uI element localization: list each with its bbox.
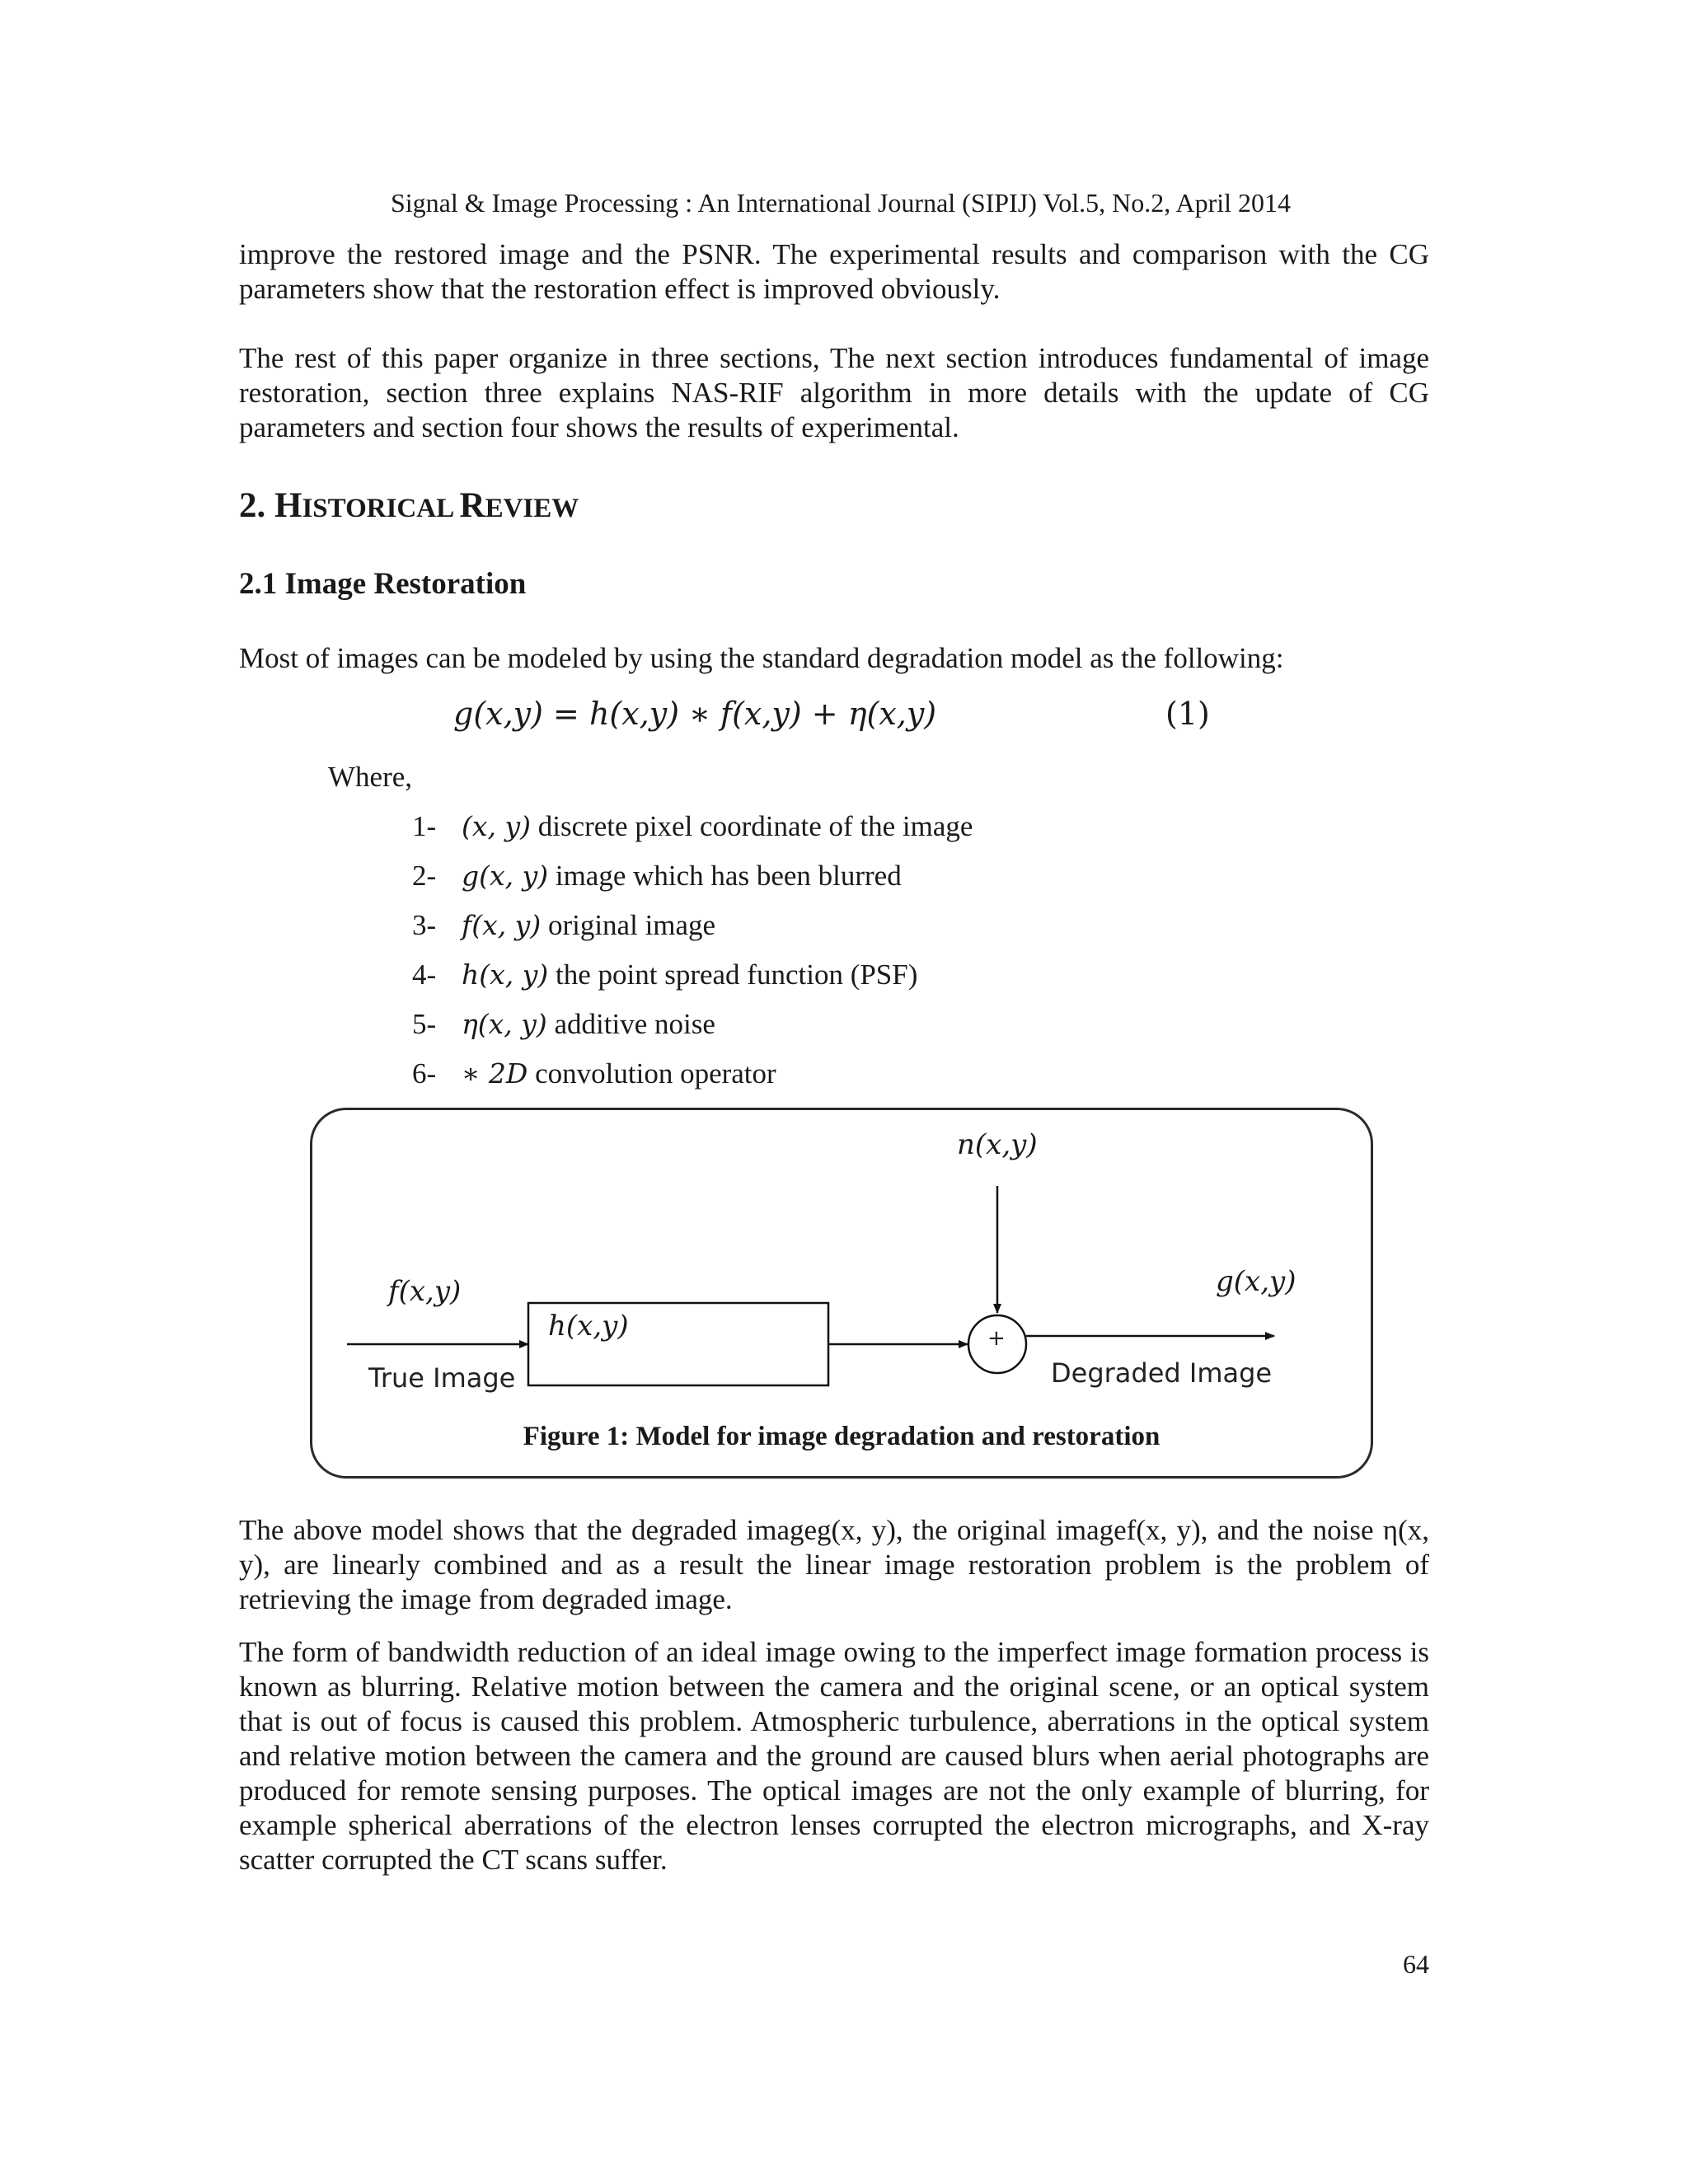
model-intro: [239, 641, 1429, 676]
running-head-text: Signal & Image Processing : An International Journal (SIPIJ) Vol.5, No.2, April 2014: [390, 188, 1292, 218]
intro-text-1: improve the restored image and the PSNR. The experimental results and comparison with the CG parameters show that the restoration effect is improved obviously.: [239, 238, 1429, 305]
definition-number: 5-: [412, 1008, 437, 1040]
definition-symbol: h(x, y): [462, 958, 549, 991]
sum-symbol: +: [987, 1326, 1006, 1351]
definition-number: 2-: [412, 860, 437, 892]
model-intro-text: Most of images can be modeled by using the standard degradation model as the following:: [239, 642, 1284, 674]
definition-text: image which has been blurred: [548, 860, 902, 892]
definition-symbol: g(x, y): [462, 860, 549, 892]
blurring-paragraph: [239, 1635, 1429, 1877]
definition-text: original image: [541, 909, 716, 941]
section-title-rest-2: EVIEW: [485, 494, 579, 523]
subsection-heading: 2.1 Image Restoration: [239, 567, 527, 601]
definition-text: additive noise: [546, 1008, 715, 1040]
definition-item: [412, 1007, 973, 1057]
definition-item: [412, 1057, 973, 1106]
definition-item: [412, 958, 973, 1007]
definition-item: [412, 908, 973, 958]
definition-symbol: η(x, y): [462, 1008, 547, 1040]
equation-number: (1): [1165, 696, 1210, 732]
section-heading: [239, 485, 579, 530]
definition-symbol: (x, y): [462, 810, 531, 842]
equation-1: g(x,y) = h(x,y) ∗ f(x,y) + η(x,y): [453, 696, 937, 732]
page-number: 64: [1403, 1949, 1429, 1979]
definition-number: 3-: [412, 909, 437, 941]
definition-list: [412, 809, 973, 1106]
definition-text: discrete pixel coordinate of the image: [530, 810, 973, 842]
definition-number: 6-: [412, 1057, 437, 1090]
input-caption: True Image: [368, 1362, 516, 1394]
definition-item: [412, 809, 973, 859]
input-label: f(x,y): [388, 1275, 462, 1308]
model-explanation-paragraph: [239, 1513, 1429, 1617]
definition-number: 1-: [412, 810, 437, 842]
definition-symbol: f(x, y): [462, 909, 542, 941]
output-label: g(x,y): [1216, 1265, 1296, 1298]
intro-text-2: The rest of this paper organize in three sections, The next section introduces fundamental of image restoration, section three explains NAS-RIF algorithm in more details with the update of CG parameters and section four shows the results of experimental.: [239, 342, 1429, 443]
section-title-rest-1: ISTORICAL: [302, 494, 460, 523]
definition-symbol: ∗ 2D: [462, 1057, 528, 1090]
model-explanation-text: The above model shows that the degraded imageg(x, y), the original imagef(x, y), and the noise η(x, y), are linearly combined and as a result the linear image restoration problem is the problem of retrieving the image from degraded image.: [239, 1514, 1429, 1615]
intro-paragraph-2: [239, 341, 1429, 445]
figure-caption: Figure 1: Model for image degradation and restoration: [523, 1422, 1160, 1451]
section-title-initial-1: H: [274, 486, 302, 525]
running-head: [0, 183, 1688, 223]
figure-degradation-model: [310, 1108, 1373, 1479]
definition-text: convolution operator: [528, 1057, 776, 1090]
definition-number: 4-: [412, 958, 437, 991]
psf-label: h(x,y): [548, 1310, 629, 1343]
where-label: Where,: [328, 761, 413, 793]
noise-label: n(x,y): [957, 1128, 1038, 1161]
definition-item: [412, 859, 973, 908]
intro-paragraph-1: [239, 237, 1429, 307]
section-number: 2.: [239, 486, 274, 525]
output-caption: Degraded Image: [1051, 1357, 1273, 1389]
blurring-text: The form of bandwidth reduction of an ideal image owing to the imperfect image formation process is known as blurring. Relative motion between the camera and the original scene, or an optical system that is out of focus is caused this problem. Atmospheric turbulence, aberrations in the optical system and relative motion between the camera and the ground are caused blurs when aerial photographs are produced for remote sensing purposes. The optical images are not the only example of blurring, for example spherical aberrations of the electron lenses corrupted the electron micrographs, and X-ray scatter corrupted the CT scans suffer.: [239, 1636, 1429, 1876]
definition-text: the point spread function (PSF): [548, 958, 918, 991]
section-title-initial-2: R: [459, 486, 485, 525]
